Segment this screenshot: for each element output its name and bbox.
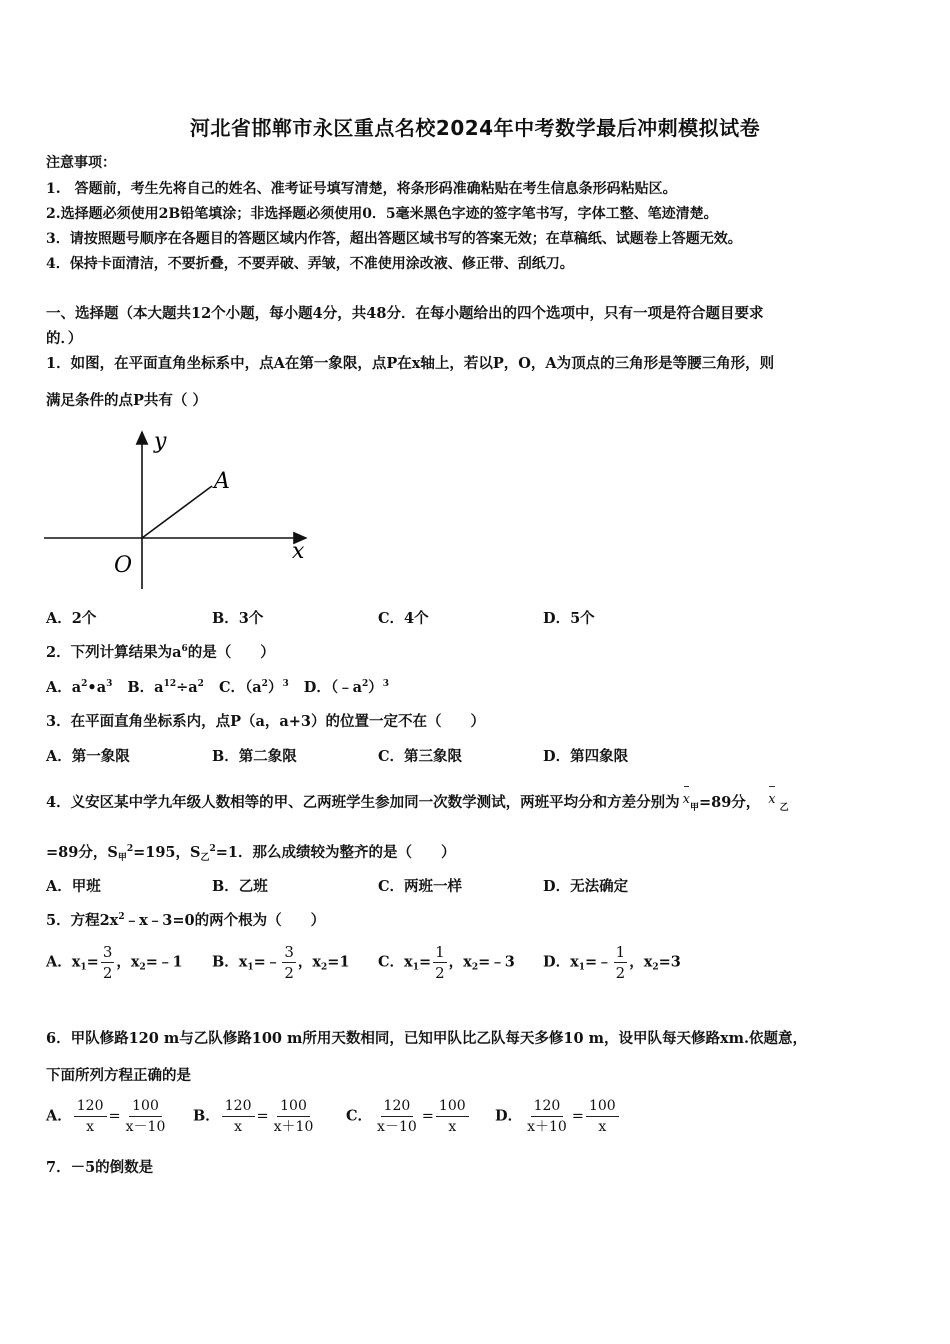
q6-stem-line2: 下面所列方程正确的是 (46, 1067, 191, 1084)
q5-option-b: B．$x_1=﹣$ $\frac{3}{2}$ ，$x_2=1$ (212, 943, 350, 982)
q2-option-d: D．$(﹣a^2)^3$ (303, 679, 390, 696)
q6-option-b: B． $\frac{120}{x}$ = $\frac{100}{x+10}$ (193, 1098, 314, 1135)
q1-option-b: B．3个 (212, 610, 264, 627)
q3-stem: 3．在平面直角坐标系内，点P（a，a+3）的位置一定不在（ ） (46, 713, 486, 730)
q7-stem: 7．－5的倒数是 (46, 1159, 154, 1176)
q4-option-d: D．无法确定 (543, 878, 629, 895)
segment-oa (142, 486, 212, 538)
q5-option-d: D．$x_1=﹣$ $\frac{1}{2}$ ，$x_2=3$ (543, 943, 681, 982)
q4-option-b: B．乙班 (212, 878, 268, 895)
q4-stem-line2: =89分，$S_甲^2=195$，$S_乙^2=1$．那么成绩较为整齐的是（ ） (46, 844, 456, 863)
q4-option-c: C．两班一样 (378, 878, 463, 895)
q5-option-a: A．$x_1=$ $\frac{3}{2}$ ，$x_2=﹣1$ (46, 943, 183, 982)
q6-stem-line1: 6．甲队修路120 m与乙队修路100 m所用天数相同，已知甲队比乙队每天多修10 m，设甲队每天修路xm.依题意， (46, 1030, 808, 1047)
q2-stem: 2．下列计算结果为$a^6$的是（ ） (46, 644, 275, 661)
notice-item-3: 3．请按照题号顺序在各题目的答题区域内作答，超出答题区域书写的答案无效；在草稿纸、试题卷上答题无效。 (46, 231, 742, 247)
point-a-label: A (214, 469, 230, 494)
q2-option-b: B．$a^{12}\div a^2$ (127, 679, 204, 696)
q1-coordinate-figure (44, 424, 314, 592)
q2-option-c: C．$(a^2)^3$ (218, 679, 289, 696)
q1-option-d: D．5个 (543, 610, 595, 627)
q1-option-a: A．2个 (46, 610, 97, 627)
q1-stem-line2: 满足条件的点P共有（ ） (46, 392, 207, 409)
q4-option-a: A．甲班 (46, 878, 101, 895)
q5-stem: 5．方程$2x^2﹣x﹣3=0$的两个根为（ ） (46, 912, 326, 929)
q4-stem-line1: 4．义安区某中学九年级人数相等的甲、乙两班学生参加同一次数学测试，两班平均分和方差分别为 $x_甲=89$分， $x_乙$ (46, 792, 789, 813)
q3-option-a: A．第一象限 (46, 748, 130, 765)
q6-option-c: C． $\frac{120}{x-10}$ = $\frac{100}{x}$ (346, 1098, 471, 1135)
origin-label: O (114, 553, 133, 578)
q2-option-a: A．$a^2•a^3$ (46, 679, 113, 696)
q2-options (46, 676, 389, 697)
section1-heading-line2: 的．） (46, 330, 83, 347)
q1-stem-line1: 1．如图，在平面直角坐标系中，点A在第一象限，点P在x轴上，若以P，O，A为顶点的三角形是等腰三角形，则 (46, 355, 775, 372)
q1-option-c: C．4个 (378, 610, 429, 627)
q3-option-c: C．第三象限 (378, 748, 463, 765)
q5-option-c: C．$x_1=$ $\frac{1}{2}$ ，$x_2=﹣3$ (378, 943, 515, 982)
notice-item-2: 2.选择题必须使用2B铅笔填涂；非选择题必须使用0．5毫米黑色字迹的签字笔书写，字体工整、笔迹清楚。 (46, 206, 718, 222)
q3-option-d: D．第四象限 (543, 748, 629, 765)
q6-option-a: A． $\frac{120}{x}$ = $\frac{100}{x-10}$ (46, 1098, 166, 1135)
q3-option-b: B．第二象限 (212, 748, 297, 765)
notice-heading: 注意事项： (46, 155, 116, 171)
section1-heading-line1: 一、选择题（本大题共12个小题，每小题4分，共48分．在每小题给出的四个选项中，只有一项是符合题目要求 (46, 305, 764, 322)
page-title: 河北省邯郸市永区重点名校2024年中考数学最后冲刺模拟试卷 (189, 116, 761, 140)
q6-option-d: D． $\frac{120}{x+10}$ = $\frac{100}{x}$ (495, 1098, 621, 1135)
y-label: y (154, 429, 167, 454)
notice-item-4: 4．保持卡面清洁，不要折叠，不要弄破、弄皱，不准使用涂改液、修正带、刮纸刀。 (46, 256, 574, 272)
notice-item-1: 1. 答题前，考生先将自己的姓名、准考证号填写清楚，将条形码准确粘贴在考生信息条形码粘贴区。 (46, 181, 677, 197)
x-bar-yi: x (768, 792, 776, 807)
x-label: x (292, 539, 305, 564)
x-bar-jia: x (682, 792, 690, 807)
